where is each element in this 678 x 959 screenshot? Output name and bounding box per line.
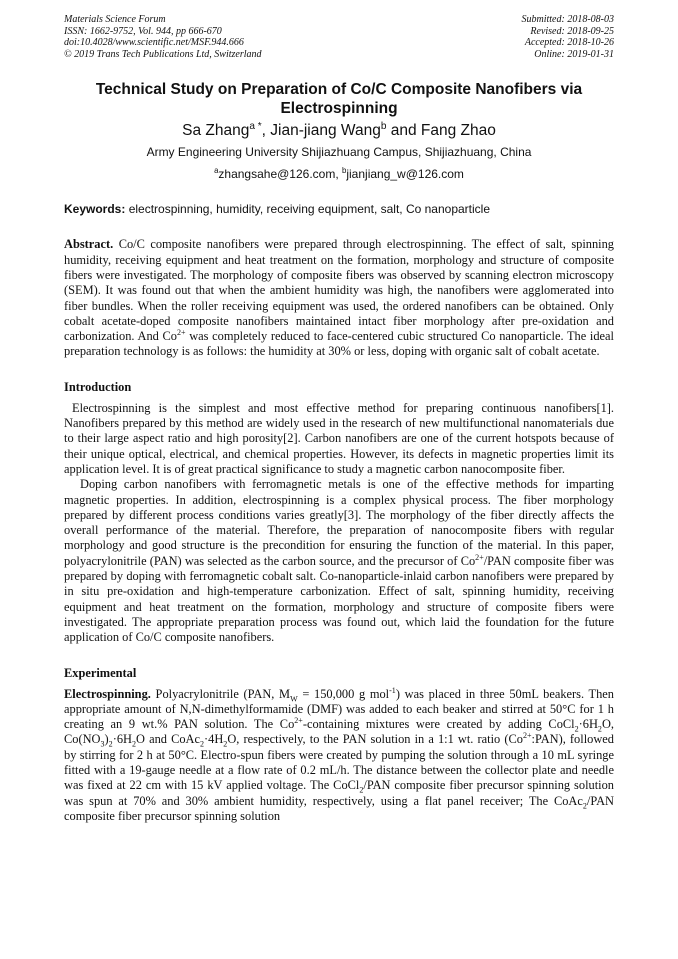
subscript: 2 (108, 739, 113, 749)
paragraph-text: ·4H (204, 732, 224, 747)
email-link[interactable]: zhangsahe@126.com, (218, 167, 342, 182)
author-list (64, 121, 614, 140)
superscript: 2+ (176, 328, 186, 338)
author-name: Sa Zhang (182, 122, 250, 140)
superscript: 2+ (294, 715, 303, 725)
journal-copyright: © 2019 Trans Tech Publications Ltd, Switzerland (64, 48, 262, 60)
subscript: 2 (574, 724, 579, 734)
paragraph-text: -containing mixtures were created by adding CoCl (302, 717, 575, 732)
journal-issn: ISSN: 1662-9752, Vol. 944, pp 666-670 (64, 25, 222, 37)
journal-doi: doi:10.4028/www.scientific.net/MSF.944.666 (64, 37, 244, 49)
paragraph-text: /PAN composite fiber was prepared by doping with ferromagnetic cobalt salt. Co-nanoparticle-inlaid carbon nanofibers were prepared by in situ pre-oxidation and high-temperature carbonization. Effect of salt, spinning humidity, receiving equipment and heat treatment on the formation, morphology and structure of composite fibers were investigated. The appropriate preparation process was found out, which laid the foundation for the future application of Co/C composite nanofibers. (64, 553, 614, 645)
keywords-text: electrospinning, humidity, receiving equipment, salt, Co nanoparticle (125, 202, 490, 217)
abstract-text: Co/C composite nanofibers were prepared through electrospinning. The effect of salt, spinning humidity, receiving equipment and heat treatment on the formation, morphology and structure of composite fibers were investigated. The morphology of composite fibers was observed by scanning electron microscopy (SEM). It was found out that when the ambient humidity was high, the nanofibers were agglomerated into fiber bundles. When the roller receiving equipment was used, the ordered nanofibers can be obtained. Only cobalt acetate-doped composite nanofibers maintained intact fiber morphology after pre-oxidation and carbonization. And Co (64, 237, 614, 344)
journal-info (64, 14, 262, 60)
author-mark: b (380, 121, 387, 133)
subscript: 2 (131, 739, 136, 749)
paragraph-text: ) (104, 732, 109, 747)
author-name: , Jian-jiang Wang (261, 122, 381, 140)
paragraph-text: /PAN composite fiber precursor spinning solution was spun at 70% and 30% ambient humidity, respectively, using a flat panel receiver; The CoAc (64, 778, 614, 808)
paragraph-text: Doping carbon nanofibers with ferromagnetic metals is one of the effective methods for imparting magnetic properties. In addition, electrospinning is a complex physical process. The fiber morphology prepared by different process conditions varies greatly[3]. The morphology of the fiber directly affects the overall performance of the material. Therefore, the preparation of nanocomposite fibers with regular morphology and good structure is the precondition for ensuring the function of the material. In this paper, polyacrylonitrile (PAN) was selected as the carbon source, and the precursor of Co (64, 477, 614, 568)
intro-paragraph-2 (64, 477, 614, 645)
journal-header (64, 14, 614, 60)
experimental-paragraph (64, 687, 614, 825)
paragraph-text: O, Co(NO (64, 717, 614, 747)
affiliation: Army Engineering University Shijiazhuang Campus, Shijiazhuang, China (146, 145, 532, 160)
paper-title: Technical Study on Preparation of Co/C Composite Nanofibers via Electrospinning (95, 81, 583, 118)
subscript: 2 (223, 739, 228, 749)
section-heading-introduction: Introduction (64, 379, 132, 394)
keywords-label: Keywords: (64, 202, 126, 217)
subscript: 2 (597, 724, 602, 734)
publication-dates (522, 14, 615, 60)
superscript: 2+ (522, 731, 532, 741)
intro-paragraph-1: Electrospinning is the simplest and most effective method for preparing continuous nanofibers[1]. Nanofibers prepared by this method are widely used in the research of new multifunctional nanomaterials due to their large aspect ratio and high porosity[2]. Carbon nanofibers are one of the current hotspots because of their unique optical, electrical, and chemical properties. However, its defects in magnetic properties limit its application level. It is of great practical significance to study a magnetic carbon nanocomposite fiber. (64, 400, 614, 476)
subsection-label: Electrospinning. (64, 686, 151, 701)
author-mark: a * (249, 121, 262, 133)
email-mark: a (214, 166, 219, 176)
email-link[interactable]: jianjiang_w@126.com (346, 167, 464, 182)
subscript: 2 (582, 801, 587, 811)
author-emails (64, 167, 614, 181)
paragraph-text: /PAN composite fiber precursor spinning solution (64, 793, 614, 823)
date-submitted: Submitted: 2018-08-03 (521, 14, 614, 25)
paragraph-text: ·6H (112, 732, 132, 747)
paragraph-text: O and CoAc (136, 732, 200, 747)
paragraph-text: O, respectively, to the PAN solution in a 1:1 wt. ratio (Co (227, 732, 523, 747)
date-revised: Revised: 2018-09-25 (530, 25, 614, 37)
abstract-label: Abstract. (64, 237, 114, 252)
section-heading-experimental: Experimental (64, 665, 137, 680)
paragraph-text: = 150,000 g mol (297, 686, 390, 701)
subscript: 2 (359, 785, 364, 795)
superscript: 2+ (475, 552, 484, 562)
subscript: 2 (199, 739, 205, 749)
superscript: -1 (389, 685, 396, 695)
paragraph-text: ) was placed in three 50mL beakers. Then appropriate amount of N,N-dimethylformamide (DMF) was added to each beaker and stirred at 50°C for 1 h creating an 9 wt.% PAN solution. The Co (64, 686, 614, 732)
journal-name: Materials Science Forum (64, 14, 166, 25)
abstract-text: was completely reduced to face-centered cubic structured Co nanoparticle. The ideal preparation technology is as follows: the humidity at 30% or less, doping with organic salt of cobalt acetate. (64, 329, 614, 359)
paragraph-text: Polyacrylonitrile (PAN, M (150, 686, 291, 701)
subscript: W (290, 693, 298, 703)
paragraph-text: :PAN), followed by stirring for 2 h at 50°C. Electro-spun fibers were created by pumping the solution through a 10 mL syringe fitted with a 19-gauge needle at a flow rate of 0.2 mL/h. The distance between the collector plate and needle was fixed at 22 cm with 15 kV applied voltage. The CoCl (64, 732, 614, 793)
subscript: 3 (100, 739, 105, 749)
author-name: and Fang Zhao (386, 122, 496, 140)
email-mark: b (342, 166, 347, 176)
abstract (64, 237, 614, 359)
paragraph-text: ·6H (578, 717, 598, 732)
date-accepted: Accepted: 2018-10-26 (524, 37, 614, 49)
date-online: Online: 2019-01-31 (534, 48, 614, 60)
keywords (64, 202, 614, 216)
